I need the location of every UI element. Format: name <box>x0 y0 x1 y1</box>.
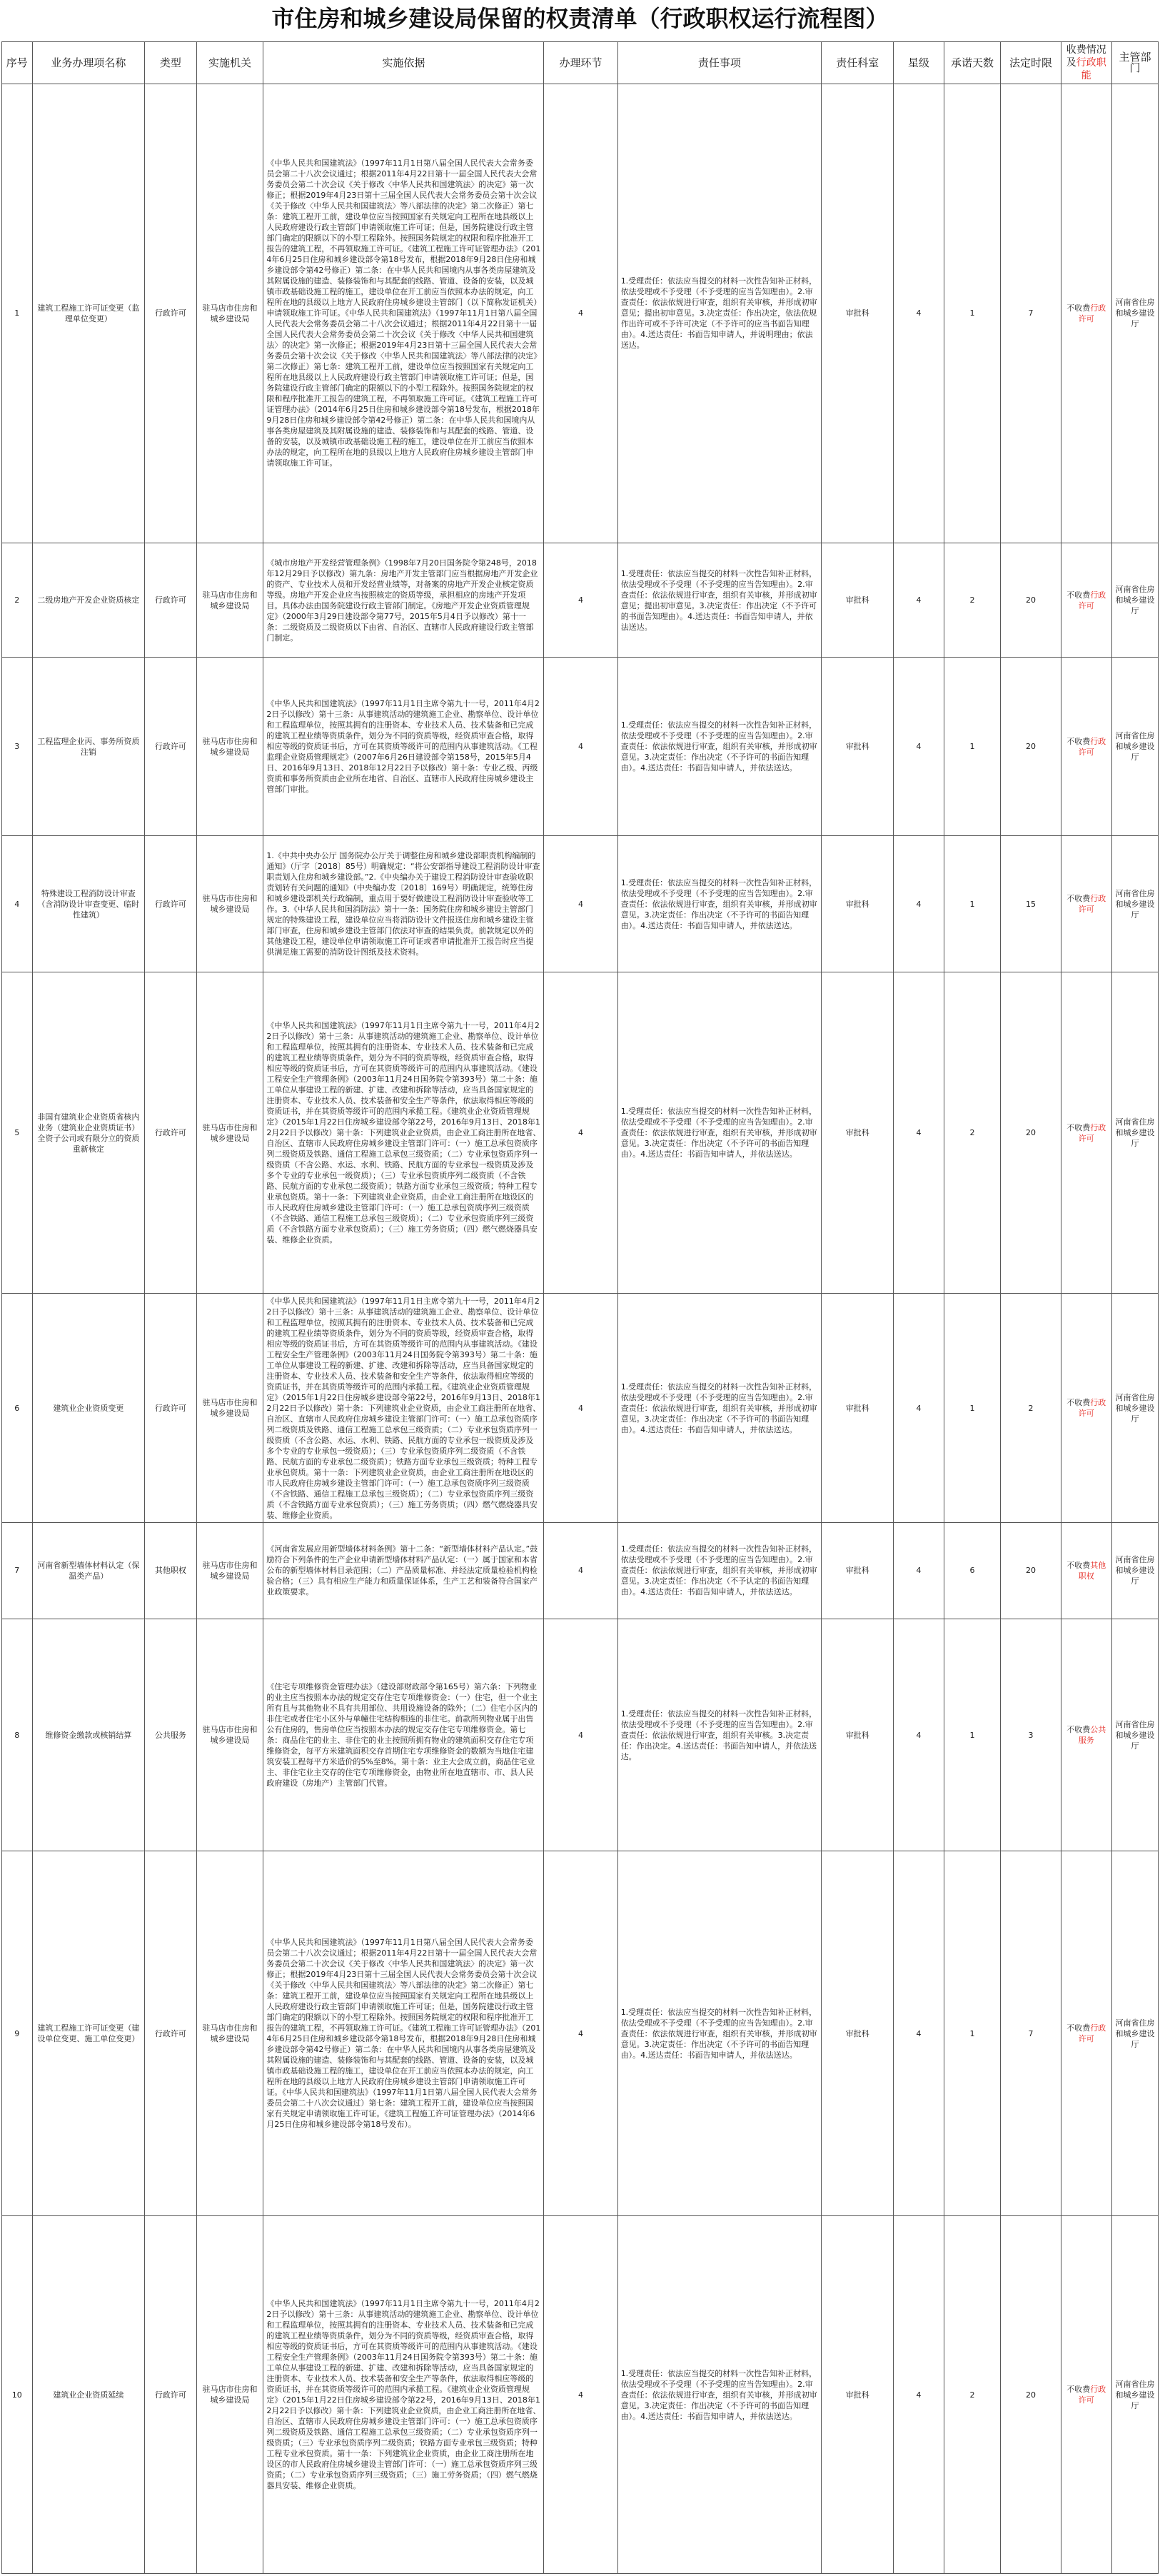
page-title: 市住房和城乡建设局保留的权责清单（行政职权运行流程图） <box>271 5 889 32</box>
cell-basis: 1.《中共中央办公厅 国务院办公厅关于调整住房和城乡建设部职责机构编制的通知》（厅字〔2018〕85号）明确规定：“将公安部指导建设工程消防设计审查职责划入住房和城乡建设部。”2.《中央编办关于建设工程消防设计审查验收职责划转有关问题的通知》（中央编办发〔2018〕169号）明确规定，统筹住房和城乡建设部机关行政编制，重点用于要好做建设工程消防设计审查验收等工作。3.《中华人民共和国消防法》第十一条：国务院住房和城乡建设主管部门规定的特殊建设工程，建设单位应当将消防设计文件报送住房和城乡建设主管部门审查，住房和城乡建设主管部门依法对审查的结果负责。前款规定以外的其他建设工程，建设单位申请领取施工许可证或者申请批准开工报告时应当提供满足施工需要的消防设计图纸及技术资料。 <box>263 836 544 972</box>
cell-item: 建筑业企业资质变更 <box>32 1294 145 1522</box>
table-row <box>2 1294 1159 1522</box>
cell-agency: 驻马店市住房和城乡建设局 <box>196 972 263 1294</box>
cell-supervisor: 河南省住房和城乡建设厅 <box>1111 1294 1158 1522</box>
fee-function-text: 行政许可 <box>1078 303 1106 323</box>
table-header-row <box>2 42 1159 84</box>
cell-agency: 驻马店市住房和城乡建设局 <box>196 1522 263 1619</box>
responsibility-table <box>1 41 1159 2574</box>
cell-basis: 《中华人民共和国建筑法》（1997年11月1日主席令第九十一号，2011年4月22日予以修改）第十三条：从事建筑活动的建筑施工企业、勘察单位、设计单位和工程监理单位，按照其拥有的注册资本、专业技术人员、技术装备和已完成的建筑工程业绩等资质条件，划分为不同的资质等级，经资质审查合格，取得相应等级的资质证书后，方可在其资质等级许可的范围内从事建筑活动。《建设工程安全生产管理条例》（2003年11月24日国务院令第393号）第二十条：施工单位从事建设工程的新建、扩建、改建和拆除等活动，应当具备国家规定的注册资本、专业技术人员、技术装备和安全生产等条件，依法取得相应等级的资质证书，并在其资质等级许可的范围内承揽工程。《建筑业企业资质管理规定》（2015年1月22日住房城乡建设部令第22号，2016年9月13日、2018年12月22日予以修改）第十条：下列建筑业企业资质，由企业工商注册所在地省、自治区、直辖市人民政府住房城乡建设主管部门许可：（一）施工总承包资质序列二级资质及铁路、通信工程施工总承包三级资质；（二）专业承包资质序列一级资质；（三）专业承包资质序列二级资质；铁路方面专业承包三级资质；特种工程专业承包资质。第十一条：下列建筑业企业资质，由企业工商注册所在地设区的市人民政府住房城乡建设主管部门许可：（一）施工总承包资质序列三级资质；（二）专业承包资质序列三级资质；（三）施工劳务资质；（四）燃气燃烧器具安装、维修企业资质。 <box>263 2216 544 2574</box>
cell-promise-days: 6 <box>944 1522 1001 1619</box>
cell-fee <box>1061 2216 1111 2574</box>
cell-basis: 《河南省发展应用新型墙体材料条例》第十二条：“新型墙体材料产品认定。”鼓励符合下列条件的生产企业申请新型墙体材料产品认定：（一）属于国家和本省公布的新型墙体材料目录范围；（二）产品质量标准、并经法定质量检验机构检验合格；（三）具有相应生产能力和质量保证体系，生产工艺和装备符合国家产业政策要求。 <box>263 1522 544 1619</box>
cell-seq: 9 <box>2 1851 33 2216</box>
cell-promise-days: 1 <box>944 84 1001 543</box>
cell-steps: 4 <box>544 84 617 543</box>
fee-text: 不收费 <box>1066 1122 1091 1132</box>
table-row <box>2 972 1159 1294</box>
cell-agency: 驻马店市住房和城乡建设局 <box>196 836 263 972</box>
cell-duty: 1.受理责任：依法应当提交的材料一次性告知补正材料，依法受理或不予受理（不予受理的应当告知理由）。2.审查责任：依法依规进行审查，组织有关审核。3.决定责任：作出决定。4.送达责任：书面告知申请人，并依法送达。 <box>617 1619 821 1851</box>
cell-legal-days: 20 <box>1001 1522 1061 1619</box>
cell-steps: 4 <box>544 972 617 1294</box>
cell-dept: 审批科 <box>822 658 894 836</box>
cell-legal-days: 20 <box>1001 658 1061 836</box>
cell-fee <box>1061 1522 1111 1619</box>
cell-type: 行政许可 <box>145 972 196 1294</box>
cell-item: 二级房地产开发企业资质核定 <box>32 543 145 657</box>
fee-text: 不收费 <box>1066 2023 1091 2033</box>
header-fee-d: 能 <box>1081 70 1091 81</box>
cell-basis: 《城市房地产开发经营管理条例》（1998年7月20日国务院令第248号，2018年12月29日予以修改）第九条：房地产开发主管部门应当根据房地产开发企业的资产、专业技术人员和开发经营业绩等，对备案的房地产开发企业核定资质等级。房地产开发企业应当按照核定的资质等级，承担相应的房地产开发项目。具体办法由国务院建设行政主管部门制定。《房地产开发企业资质管理规定》（2000年3月29日建设部令第77号，2015年5月4日予以修改）第十一条：二级资质及二级资质以下由省、自治区、直辖市人民政府建设行政主管部门制定。 <box>263 543 544 657</box>
cell-supervisor: 河南省住房和城乡建设厅 <box>1111 1619 1158 1851</box>
table-row <box>2 2216 1159 2574</box>
fee-function-text: 行政许可 <box>1078 590 1106 610</box>
cell-seq: 3 <box>2 658 33 836</box>
cell-seq: 1 <box>2 84 33 543</box>
cell-supervisor: 河南省住房和城乡建设厅 <box>1111 658 1158 836</box>
cell-dept: 审批科 <box>822 1851 894 2216</box>
cell-supervisor: 河南省住房和城乡建设厅 <box>1111 1522 1158 1619</box>
cell-agency: 驻马店市住房和城乡建设局 <box>196 1619 263 1851</box>
cell-steps: 4 <box>544 2216 617 2574</box>
cell-promise-days: 2 <box>944 543 1001 657</box>
cell-dept: 审批科 <box>822 972 894 1294</box>
cell-seq: 6 <box>2 1294 33 1522</box>
cell-level: 4 <box>894 543 944 657</box>
cell-item: 维修资金缴款或核销结算 <box>32 1619 145 1851</box>
header-type: 类型 <box>145 42 196 84</box>
cell-seq: 10 <box>2 2216 33 2574</box>
cell-basis: 《中华人民共和国建筑法》（1997年11月1日主席令第九十一号，2011年4月22日予以修改）第十三条：从事建筑活动的建筑施工企业、勘察单位、设计单位和工程监理单位，按照其拥有的注册资本、专业技术人员、技术装备和已完成的建筑工程业绩等资质条件，划分为不同的资质等级，经资质审查合格，取得相应等级的资质证书后，方可在其资质等级许可的范围内从事建筑活动。《建设工程安全生产管理条例》（2003年11月24日国务院令第393号）第二十条：施工单位从事建设工程的新建、扩建、改建和拆除等活动，应当具备国家规定的注册资本、专业技术人员、技术装备和安全生产等条件，依法取得相应等级的资质证书，并在其资质等级许可的范围内承揽工程。《建筑业企业资质管理规定》（2015年1月22日住房城乡建设部令第22号，2016年9月13日、2018年12月22日予以修改）第十条：下列建筑业企业资质，由企业工商注册所在地省、自治区、直辖市人民政府住房城乡建设主管部门许可：（一）施工总承包资质序列二级资质及铁路、通信工程施工总承包三级资质；（二）专业承包资质序列一级资质（不含公路、水运、水利、铁路、民航方面的专业承包一级资质及涉及多个专业的专业承包一级资质）；（三）专业承包资质序列二级资质（不含铁路、民航方面的专业承包二级资质）；铁路方面专业承包三级资质；特种工程专业承包资质。第十一条：下列建筑业企业资质，由企业工商注册所在地设区的市人民政府住房城乡建设主管部门许可：（一）施工总承包资质序列三级资质（不含铁路、通信工程施工总承包三级资质）；（二）专业承包资质序列三级资质（不含铁路方面专业承包资质）；（三）施工劳务资质；（四）燃气燃烧器具安装、维修企业资质。 <box>263 1294 544 1522</box>
cell-dept: 审批科 <box>822 2216 894 2574</box>
header-fee-a: 收费情况 <box>1066 44 1106 56</box>
cell-steps: 4 <box>544 658 617 836</box>
cell-level: 4 <box>894 1294 944 1522</box>
header-agency: 实施机关 <box>196 42 263 84</box>
cell-item: 河南省新型墙体材料认定（保温类产品） <box>32 1522 145 1619</box>
cell-steps: 4 <box>544 1294 617 1522</box>
cell-level: 4 <box>894 1619 944 1851</box>
cell-type: 其他职权 <box>145 1522 196 1619</box>
cell-steps: 4 <box>544 1522 617 1619</box>
fee-function-text: 行政许可 <box>1078 1122 1106 1143</box>
cell-level: 4 <box>894 2216 944 2574</box>
cell-agency: 驻马店市住房和城乡建设局 <box>196 543 263 657</box>
cell-level: 4 <box>894 658 944 836</box>
cell-steps: 4 <box>544 1619 617 1851</box>
cell-supervisor: 河南省住房和城乡建设厅 <box>1111 543 1158 657</box>
table-row <box>2 1619 1159 1851</box>
cell-legal-days: 20 <box>1001 2216 1061 2574</box>
cell-type: 公共服务 <box>145 1619 196 1851</box>
table-row <box>2 84 1159 543</box>
cell-duty: 1.受理责任：依法应当提交的材料一次性告知补正材料，依法受理或不予受理（不予受理的应当告知理由）。2.审查责任：依法依规进行审查，组织有关审核，并形成初审意见。3.决定责任：作出决定（不予许可的书面告知理由）。4.送达责任：书面告知申请人，并依法送达。 <box>617 836 821 972</box>
cell-level: 4 <box>894 972 944 1294</box>
cell-fee <box>1061 543 1111 657</box>
cell-dept: 审批科 <box>822 543 894 657</box>
cell-type: 行政许可 <box>145 2216 196 2574</box>
cell-legal-days: 20 <box>1001 972 1061 1294</box>
cell-item: 工程监理企业丙、事务所资质注销 <box>32 658 145 836</box>
cell-legal-days: 3 <box>1001 1619 1061 1851</box>
cell-legal-days: 2 <box>1001 1294 1061 1522</box>
cell-duty: 1.受理责任：依法应当提交的材料一次性告知补正材料，依法受理或不予受理（不予受理的应当告知理由）。2.审查责任：依法依规进行审查，组织有关审核，并形成初审意见。3.决定责任：作出决定（不予认定的书面告知理由）。4.送达责任：书面告知申请人，并依法送达。 <box>617 1522 821 1619</box>
header-dept: 责任科室 <box>822 42 894 84</box>
header-fee-b: 及 <box>1066 57 1076 69</box>
cell-promise-days: 1 <box>944 1851 1001 2216</box>
cell-duty: 1.受理责任：依法应当提交的材料一次性告知补正材料，依法受理或不予受理（不予受理的应当告知理由）。2.审查责任：依法依规进行审查，组织有关审核，并形成初审意见；提出初审意见。3.决定责任：作出决定（不予许可的书面告知理由）。4.送达责任：书面告知申请人，并依法送达。 <box>617 543 821 657</box>
header-legal-days: 法定时限 <box>1001 42 1061 84</box>
cell-type: 行政许可 <box>145 1294 196 1522</box>
header-promise-days: 承诺天数 <box>944 42 1001 84</box>
cell-legal-days: 7 <box>1001 1851 1061 2216</box>
cell-legal-days: 7 <box>1001 84 1061 543</box>
cell-promise-days: 2 <box>944 2216 1001 2574</box>
cell-agency: 驻马店市住房和城乡建设局 <box>196 1294 263 1522</box>
cell-steps: 4 <box>544 1851 617 2216</box>
cell-level: 4 <box>894 836 944 972</box>
cell-item: 建筑业企业资质延续 <box>32 2216 145 2574</box>
cell-dept: 审批科 <box>822 1619 894 1851</box>
cell-fee <box>1061 1851 1111 2216</box>
cell-dept: 审批科 <box>822 1522 894 1619</box>
cell-type: 行政许可 <box>145 1851 196 2216</box>
cell-fee <box>1061 1619 1111 1851</box>
cell-steps: 4 <box>544 836 617 972</box>
cell-seq: 4 <box>2 836 33 972</box>
fee-function-text: 行政许可 <box>1078 736 1106 757</box>
cell-type: 行政许可 <box>145 658 196 836</box>
table-row <box>2 543 1159 657</box>
cell-agency: 驻马店市住房和城乡建设局 <box>196 84 263 543</box>
cell-agency: 驻马店市住房和城乡建设局 <box>196 1851 263 2216</box>
table-row <box>2 1851 1159 2216</box>
header-supervisor: 主管部门 <box>1111 42 1158 84</box>
cell-duty: 1.受理责任：依法应当提交的材料一次性告知补正材料，依法受理或不予受理（不予受理的应当告知理由）。2.审查责任：依法依规进行审查，组织有关审核，并形成初审意见。3.决定责任：作出决定（不予许可的书面告知理由）。4.送达责任：书面告知申请人，并依法送达。 <box>617 1294 821 1522</box>
fee-text: 不收费 <box>1066 1725 1091 1735</box>
fee-text: 不收费 <box>1066 303 1091 313</box>
fee-function-text: 公共服务 <box>1078 1725 1106 1746</box>
cell-fee <box>1061 836 1111 972</box>
fee-function-text: 其他职权 <box>1078 1560 1106 1581</box>
cell-dept: 审批科 <box>822 1294 894 1522</box>
fee-function-text: 行政许可 <box>1078 2385 1106 2405</box>
cell-basis: 《中华人民共和国建筑法》（1997年11月1日第八届全国人民代表大会常务委员会第二十八次会议通过；根据2011年4月22日第十一届全国人民代表大会常务委员会第二十次会议《关于修改〈中华人民共和国建筑法〉的决定》第一次修正；根据2019年4月23日第十三届全国人民代表大会常务委员会第十次会议《关于修改〈中华人民共和国建筑法〉等八部法律的决定》第二次修正）第七条：建筑工程开工前，建设单位应当按照国家有关规定向工程所在地县级以上人民政府建设行政主管部门申请领取施工许可证；但是，国务院建设行政主管部门确定的限额以下的小型工程除外。按照国务院规定的权限和程序批准开工报告的建筑工程，不再领取施工许可证。《建筑工程施工许可证管理办法》（2014年6月25日住房和城乡建设部令第18号发布，根据2018年9月28日住房和城乡建设部令第42号修正）第二条：在中华人民共和国境内从事各类房屋建筑及其附属设施的建造、装修装饰和与其配套的线路、管道、设备的安装，以及城镇市政基础设施工程的施工，建设单位在开工前应当依照本办法的规定，向工程所在地的县级以上地方人民政府住房城乡建设主管部门申请领取施工许可证。《中华人民共和国建筑法》（1997年11月1日第八届全国人民代表大会常务委员会第二十八次会议通过）第七条：建筑工程开工前，建设单位应当按照国家有关规定申请领取施工许可证。《建筑工程施工许可证管理办法》（2014年6月25日住房和城乡建设部令第18号发布）。 <box>263 1851 544 2216</box>
cell-item: 建筑工程施工许可证变更（监理单位变更） <box>32 84 145 543</box>
fee-text: 不收费 <box>1066 1398 1091 1408</box>
cell-type: 行政许可 <box>145 84 196 543</box>
cell-seq: 7 <box>2 1522 33 1619</box>
cell-item: 特殊建设工程消防设计审查（含消防设计审查变更、临时性建筑） <box>32 836 145 972</box>
cell-basis: 《中华人民共和国建筑法》（1997年11月1日主席令第九十一号，2011年4月22日予以修改）第十三条：从事建筑活动的建筑施工企业、勘察单位、设计单位和工程监理单位，按照其拥有的注册资本、专业技术人员、技术装备和已完成的建筑工程业绩等资质条件，划分为不同的资质等级，经资质审查合格，取得相应等级的资质证书后，方可在其资质等级许可的范围内从事建筑活动。《工程监理企业资质管理规定》（2007年6月26日建设部令第158号，2015年5月4日、2016年9月13日、2018年12月22日予以修改）第十条：专业乙级、丙级资质和事务所资质由企业所在地省、自治区、直辖市人民政府住房城乡建设主管部门审批。 <box>263 658 544 836</box>
cell-seq: 8 <box>2 1619 33 1851</box>
cell-basis: 《中华人民共和国建筑法》（1997年11月1日第八届全国人民代表大会常务委员会第二十八次会议通过；根据2011年4月22日第十一届全国人民代表大会常务委员会第二十次会议《关于修改〈中华人民共和国建筑法〉的决定》第一次修正；根据2019年4月23日第十三届全国人民代表大会常务委员会第十次会议《关于修改〈中华人民共和国建筑法〉等八部法律的决定》第二次修正）第七条：建筑工程开工前，建设单位应当按照国家有关规定向工程所在地县级以上人民政府建设行政主管部门申请领取施工许可证；但是，国务院建设行政主管部门确定的限额以下的小型工程除外。按照国务院规定的权限和程序批准开工报告的建筑工程，不再领取施工许可证。《建筑工程施工许可证管理办法》（2014年6月25日住房和城乡建设部令第18号发布，根据2018年9月28日住房和城乡建设部令第42号修正）第二条：在中华人民共和国境内从事各类房屋建筑及其附属设施的建造、装修装饰和与其配套的线路、管道、设备的安装，以及城镇市政基础设施工程的施工，建设单位在开工前应当依照本办法的规定，向工程所在地的县级以上地方人民政府住房城乡建设主管部门（以下简称发证机关）申请领取施工许可证。《中华人民共和国建筑法》（1997年11月1日第八届全国人民代表大会常务委员会第二十八次会议通过；根据2011年4月22日第十一届全国人民代表大会常务委员会第二十次会议《关于修改〈中华人民共和国建筑法〉的决定》第一次修正；根据2019年4月23日第十三届全国人民代表大会常务委员会第十次会议《关于修改〈中华人民共和国建筑法〉等八部法律的决定》第二次修正）第七条：建筑工程开工前，建设单位应当按照国家有关规定向工程所在地县级以上人民政府建设行政主管部门申请领取施工许可证；但是，国务院建设行政主管部门确定的限额以下的小型工程除外。按照国务院规定的权限和程序批准开工报告的建筑工程，不再领取施工许可证。《建筑工程施工许可证管理办法》（2014年6月25日住房和城乡建设部令第18号发布，根据2018年9月28日住房和城乡建设部令第42号修正）第二条：在中华人民共和国境内从事各类房屋建筑及其附属设施的建造、装修装饰和与其配套的线路、管道、设备的安装，以及城镇市政基础设施工程的施工，建设单位在开工前应当依照本办法的规定，向工程所在地的县级以上地方人民政府住房城乡建设主管部门申请领取施工许可证。 <box>263 84 544 543</box>
cell-fee <box>1061 658 1111 836</box>
cell-supervisor: 河南省住房和城乡建设厅 <box>1111 2216 1158 2574</box>
header-level: 星级 <box>894 42 944 84</box>
table-body <box>2 84 1159 2574</box>
table-row <box>2 658 1159 836</box>
cell-fee <box>1061 1294 1111 1522</box>
cell-seq: 2 <box>2 543 33 657</box>
table-row <box>2 836 1159 972</box>
fee-text: 不收费 <box>1066 1560 1091 1570</box>
cell-promise-days: 1 <box>944 1619 1001 1851</box>
fee-text: 不收费 <box>1066 736 1091 746</box>
fee-text: 不收费 <box>1066 894 1091 904</box>
cell-duty: 1.受理责任：依法应当提交的材料一次性告知补正材料，依法受理或不予受理（不予受理的应当告知理由）。2.审查责任：依法依规进行审查，组织有关审核，并形成初审意见。3.决定责任：作出决定（不予许可的书面告知理由）。4.送达责任：书面告知申请人，并依法送达。 <box>617 1851 821 2216</box>
fee-text: 不收费 <box>1066 2385 1091 2395</box>
cell-promise-days: 2 <box>944 972 1001 1294</box>
cell-basis: 《住宅专项维修资金管理办法》（建设部财政部令第165号）第六条：下列物业的业主应当按照本办法的规定交存住宅专项维修资金：（一）住宅，但一个业主所有且与其他物业不具有共用部位、共用设施设备的除外；（二）住宅小区内的非住宅或者住宅小区外与单幢住宅结构相连的非住宅。前款所列物业属于出售公有住房的，售房单位应当按照本办法的规定交存住宅专项维修资金。第七条：商品住宅的业主、非住宅的业主按照所拥有物业的建筑面积交存住宅专项维修资金，每平方米建筑面积交存首期住宅专项维修资金的数额为当地住宅建筑安装工程每平方米造价的5%至8%。第十条：业主大会成立前，商品住宅业主、非住宅业主交存的住宅专项维修资金，由物业所在地直辖市、市、县人民政府建设（房地产）主管部门代管。 <box>263 1619 544 1851</box>
cell-dept: 审批科 <box>822 84 894 543</box>
cell-level: 4 <box>894 1522 944 1619</box>
cell-supervisor: 河南省住房和城乡建设厅 <box>1111 84 1158 543</box>
header-basis: 实施依据 <box>263 42 544 84</box>
table-row <box>2 1522 1159 1619</box>
cell-basis: 《中华人民共和国建筑法》（1997年11月1日主席令第九十一号，2011年4月22日予以修改）第十三条：从事建筑活动的建筑施工企业、勘察单位、设计单位和工程监理单位，按照其拥有的注册资本、专业技术人员、技术装备和已完成的建筑工程业绩等资质条件，划分为不同的资质等级，经资质审查合格，取得相应等级的资质证书后，方可在其资质等级许可的范围内从事建筑活动。《建设工程安全生产管理条例》（2003年11月24日国务院令第393号）第二十条：施工单位从事建设工程的新建、扩建、改建和拆除等活动，应当具备国家规定的注册资本、专业技术人员、技术装备和安全生产等条件，依法取得相应等级的资质证书，并在其资质等级许可的范围内承揽工程。《建筑业企业资质管理规定》（2015年1月22日住房城乡建设部令第22号，2016年9月13日、2018年12月22日予以修改）第十条：下列建筑业企业资质，由企业工商注册所在地省、自治区、直辖市人民政府住房城乡建设主管部门许可：（一）施工总承包资质序列二级资质及铁路、通信工程施工总承包三级资质；（二）专业承包资质序列一级资质（不含公路、水运、水利、铁路、民航方面的专业承包一级资质及涉及多个专业的专业承包一级资质）；（三）专业承包资质序列二级资质（不含铁路、民航方面的专业承包二级资质）；铁路方面专业承包三级资质；特种工程专业承包资质。第十一条：下列建筑业企业资质，由企业工商注册所在地设区的市人民政府住房城乡建设主管部门许可：（一）施工总承包资质序列三级资质（不含铁路、通信工程施工总承包三级资质）；（二）专业承包资质序列三级资质（不含铁路方面专业承包资质）；（三）施工劳务资质；（四）燃气燃烧器具安装、维修企业资质。 <box>263 972 544 1294</box>
cell-steps: 4 <box>544 543 617 657</box>
cell-duty: 1.受理责任：依法应当提交的材料一次性告知补正材料，依法受理或不予受理（不予受理的应当告知理由）。2.审查责任：依法依规进行审查，组织有关审核，并形成初审意见；提出初审意见。3.决定责任：作出决定，依法依规作出许可或不予许可决定（不予许可的应当书面告知理由）。4.送达责任：书面告知申请人，并说明理由；依法送达。 <box>617 84 821 543</box>
cell-promise-days: 1 <box>944 836 1001 972</box>
cell-agency: 驻马店市住房和城乡建设局 <box>196 2216 263 2574</box>
fee-function-text: 行政许可 <box>1078 2023 1106 2044</box>
cell-dept: 审批科 <box>822 836 894 972</box>
cell-duty: 1.受理责任：依法应当提交的材料一次性告知补正材料，依法受理或不予受理（不予受理的应当告知理由）。2.审查责任：依法依规进行审查，组织有关审核，并形成初审意见。3.决定责任：作出决定（不予许可的书面告知理由）。4.送达责任：书面告知申请人，并依法送达。 <box>617 658 821 836</box>
cell-item: 非国有建筑业企业资质省核内业务（建筑业企业资质证书）全资子公司或有限分立的资质重新核定 <box>32 972 145 1294</box>
cell-promise-days: 1 <box>944 1294 1001 1522</box>
cell-duty: 1.受理责任：依法应当提交的材料一次性告知补正材料，依法受理或不予受理（不予受理的应当告知理由）。2.审查责任：依法依规进行审查，组织有关审核，并形成初审意见。3.决定责任：作出决定（不予许可的书面告知理由）。4.送达责任：书面告知申请人，并依法送达。 <box>617 2216 821 2574</box>
header-steps: 办理环节 <box>544 42 617 84</box>
cell-type: 行政许可 <box>145 836 196 972</box>
cell-fee <box>1061 972 1111 1294</box>
cell-legal-days: 15 <box>1001 836 1061 972</box>
header-duty: 责任事项 <box>617 42 821 84</box>
cell-supervisor: 河南省住房和城乡建设厅 <box>1111 972 1158 1294</box>
fee-function-text: 行政许可 <box>1078 894 1106 915</box>
cell-level: 4 <box>894 1851 944 2216</box>
cell-seq: 5 <box>2 972 33 1294</box>
header-fee <box>1061 42 1111 84</box>
cell-promise-days: 1 <box>944 658 1001 836</box>
fee-text: 不收费 <box>1066 590 1091 600</box>
cell-supervisor: 河南省住房和城乡建设厅 <box>1111 836 1158 972</box>
cell-type: 行政许可 <box>145 543 196 657</box>
fee-function-text: 行政许可 <box>1078 1398 1106 1419</box>
cell-legal-days: 20 <box>1001 543 1061 657</box>
header-seq: 序号 <box>2 42 33 84</box>
cell-item: 建筑工程施工许可证变更（建设单位变更、施工单位变更） <box>32 1851 145 2216</box>
cell-fee <box>1061 84 1111 543</box>
cell-supervisor: 河南省住房和城乡建设厅 <box>1111 1851 1158 2216</box>
header-item: 业务办理项名称 <box>32 42 145 84</box>
cell-level: 4 <box>894 84 944 543</box>
cell-duty: 1.受理责任：依法应当提交的材料一次性告知补正材料，依法受理或不予受理（不予受理的应当告知理由）。2.审查责任：依法依规进行审查，组织有关审核，并形成初审意见。3.决定责任：作出决定（不予许可的书面告知理由）。4.送达责任：书面告知申请人，并依法送达。 <box>617 972 821 1294</box>
cell-agency: 驻马店市住房和城乡建设局 <box>196 658 263 836</box>
header-fee-c: 行政职 <box>1076 57 1106 69</box>
